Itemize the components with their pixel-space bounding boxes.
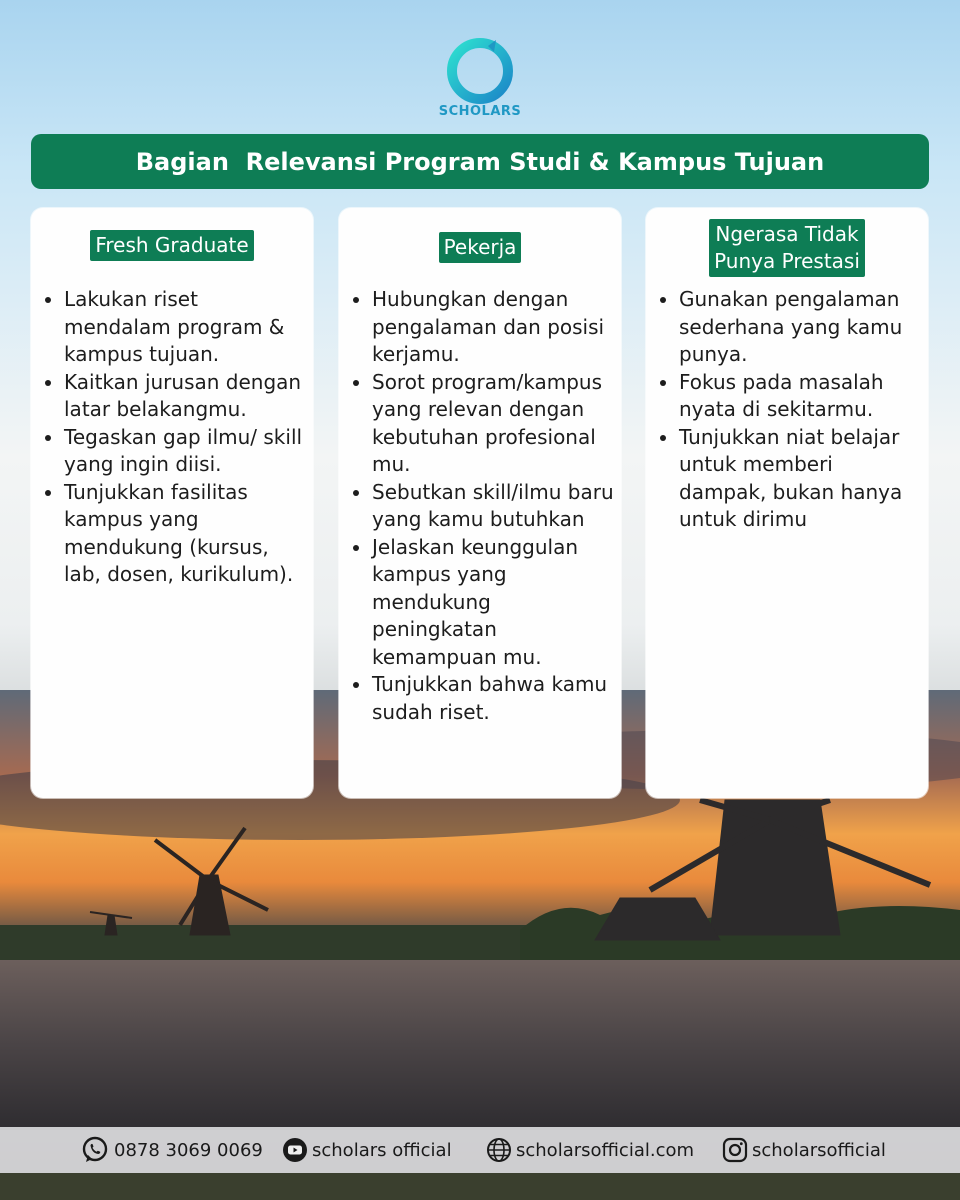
- card-fresh-graduate: [31, 208, 313, 798]
- card-title-line: Ngerasa Tidak: [715, 222, 859, 246]
- website-url: scholarsofficial.com: [516, 1139, 695, 1161]
- bullet-list: [646, 286, 928, 534]
- list-item: Tegaskan gap ilmu/ skill yang ingin diisi.: [31, 424, 313, 479]
- contact-footer: [0, 1127, 960, 1173]
- instagram-handle: scholarsofficial: [752, 1139, 886, 1161]
- card-title-line: Fresh Graduate: [95, 233, 249, 257]
- list-item: Tunjukkan bahwa kamu sudah riset.: [339, 671, 621, 726]
- list-item: Sorot program/kampus yang relevan dengan kebutuhan profesional mu.: [339, 369, 621, 479]
- contact-phone[interactable]: [80, 1136, 263, 1164]
- card-title: [709, 219, 865, 277]
- contact-youtube[interactable]: [282, 1136, 452, 1164]
- card-title: [90, 230, 253, 261]
- logo-wordmark: SCHOLARS: [438, 104, 522, 119]
- list-item: Fokus pada masalah nyata di sekitarmu.: [646, 369, 928, 424]
- list-item: Kaitkan jurusan dengan latar belakangmu.: [31, 369, 313, 424]
- bullet-list: [31, 286, 313, 589]
- list-item: Sebutkan skill/ilmu baru yang kamu butuhkan: [339, 479, 621, 534]
- instagram-icon: [722, 1137, 748, 1163]
- card-title: [439, 232, 522, 263]
- list-item: Tunjukkan fasilitas kampus yang mendukung (kursus, lab, dosen, kurikulum).: [31, 479, 313, 589]
- contact-instagram[interactable]: [722, 1136, 886, 1164]
- page-title: Bagian Relevansi Program Studi & Kampus Tujuan: [31, 134, 929, 189]
- bullet-list: [339, 286, 621, 726]
- list-item: Gunakan pengalaman sederhana yang kamu punya.: [646, 286, 928, 369]
- list-item: Jelaskan keunggulan kampus yang mendukung peningkatan kemampuan mu.: [339, 534, 621, 672]
- list-item: Lakukan riset mendalam program & kampus tujuan.: [31, 286, 313, 369]
- contact-website[interactable]: [486, 1136, 694, 1164]
- card-ngerasa-tidak-punya-prestasi: [646, 208, 928, 798]
- card-title-line: Pekerja: [443, 235, 517, 259]
- whatsapp-icon: [80, 1135, 110, 1165]
- youtube-channel: scholars official: [312, 1139, 452, 1161]
- card-pekerja: [339, 208, 621, 798]
- youtube-icon: [282, 1137, 308, 1163]
- phone-number: 0878 3069 0069: [114, 1139, 263, 1161]
- scholars-logo: [430, 36, 530, 128]
- list-item: Tunjukkan niat belajar untuk memberi dampak, bukan hanya untuk dirimu: [646, 424, 928, 534]
- scholars-logo-icon: [430, 36, 530, 106]
- list-item: Hubungkan dengan pengalaman dan posisi kerjamu.: [339, 286, 621, 369]
- card-title-line: Punya Prestasi: [714, 249, 860, 273]
- globe-icon: [486, 1137, 512, 1163]
